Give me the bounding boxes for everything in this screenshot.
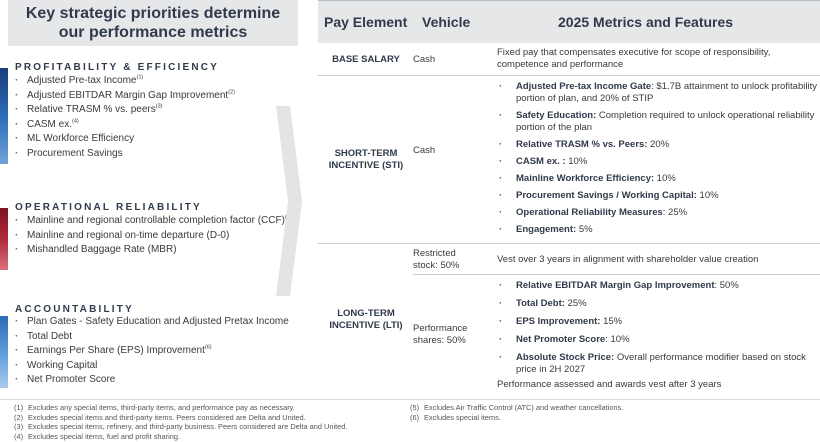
profitability-color-bar: [0, 68, 8, 164]
list-item: · Engagement: 5%: [497, 224, 820, 236]
lti-label: [318, 308, 414, 332]
left-panel-title: Key strategic priorities determine our performance metrics: [8, 0, 298, 46]
lti-metrics-list: [497, 280, 820, 376]
header-pay-element: Pay Element: [324, 14, 408, 30]
list-item: · Relative TRASM % vs. Peers: 20%: [497, 139, 820, 151]
header-vehicle: Vehicle: [422, 14, 471, 30]
accountability-title: ACCOUNTABILITY: [15, 304, 134, 315]
footnotes-right: [410, 403, 623, 422]
list-item: · Relative TRASM % vs. peers$^{(3)}$: [15, 103, 300, 118]
list-item: · Plan Gates - Safety Education and Adjusted Pretax Income: [15, 315, 300, 330]
list-item: · Mainline Workforce Efficiency: 10%: [497, 173, 820, 185]
list-item: · Operational Reliability Measures: 25%: [497, 207, 820, 219]
list-item: · Mainline and regional on-time departure (D-0): [15, 229, 300, 244]
footnote: (5) Excludes Air Traffic Control (ATC) and weather cancellations.: [410, 403, 624, 412]
list-item: · Mishandled Baggage Rate (MBR): [15, 243, 300, 258]
lti-label-line2: INCENTIVE (LTI): [329, 320, 403, 331]
footnote: (6) Excludes special items.: [410, 412, 501, 422]
list-item: · CASM ex.$^{(4)}$: [15, 118, 300, 133]
sti-label: [318, 148, 414, 172]
sti-metrics-list: [497, 81, 820, 236]
list-item: · ML Workforce Efficiency: [15, 132, 300, 147]
list-item: · Earnings Per Share (EPS) Improvement$^{(6)}$: [15, 344, 300, 359]
list-item: · Procurement Savings / Working Capital: 10%: [497, 190, 820, 202]
table-header: [318, 0, 820, 43]
list-item: · EPS Improvement: 15%: [497, 316, 820, 328]
performance-shares-vehicle: Performance shares: 50%: [413, 323, 468, 346]
list-item: · Adjusted EBITDAR Margin Gap Improvement$^{(2)}$: [15, 89, 300, 104]
profitability-title: PROFITABILITY & EFFICIENCY: [15, 62, 220, 73]
list-item: · Absolute Stock Price: Overall performance modifier based on stock price in 2H 2027: [497, 352, 820, 376]
list-item: · Relative EBITDAR Margin Gap Improvement: 50%: [497, 280, 820, 292]
list-item: · Net Promoter Score: 10%: [497, 334, 820, 346]
operational-title: OPERATIONAL RELIABILITY: [15, 202, 202, 213]
footnotes-left: [14, 403, 347, 441]
footnote: (2) Excludes special items and third-party items. Peers considered are Delta and United.: [14, 412, 306, 422]
lti-vesting-note: Performance assessed and awards vest after 3 years: [497, 379, 722, 390]
restricted-stock-description: Vest over 3 years in alignment with shareholder value creation: [497, 254, 759, 265]
list-item: · Adjusted Pre-tax Income Gate: $1.7B attainment to unlock profitability portion of plan, and 20% of STIP: [497, 81, 820, 105]
list-item: · Procurement Savings: [15, 147, 300, 162]
restricted-stock-vehicle: Restricted stock: 50%: [413, 248, 460, 271]
sti-vehicle: Cash: [413, 145, 436, 156]
footnote: (4) Excludes special items, fuel and profit sharing.: [14, 431, 180, 441]
list-item: · Working Capital: [15, 359, 300, 374]
footnote: (1) Excludes any special items, third-party items, and performance pay as necessary.: [14, 403, 295, 412]
list-item: · Mainline and regional controllable completion factor (CCF): [15, 214, 300, 229]
base-salary-vehicle: Cash: [413, 54, 436, 65]
list-item: · Total Debt: [15, 330, 300, 345]
accountability-list: [15, 315, 300, 388]
accountability-color-bar: [0, 316, 8, 388]
footnote-divider: [0, 399, 820, 400]
row-divider: [318, 75, 820, 76]
chevron-right-icon: [272, 106, 302, 296]
footnote: (3) Excludes special items, refinery, and third-party business. Peers considered are Delta and United.: [14, 422, 348, 432]
profitability-list: [15, 74, 300, 162]
operational-list: [15, 214, 300, 258]
operational-color-bar: [0, 208, 8, 270]
row-divider: [413, 274, 820, 275]
list-item: · CASM ex. : 10%: [497, 156, 820, 168]
list-item: · Adjusted Pre-tax Income$^{(1)}$: [15, 74, 300, 89]
base-salary-description: Fixed pay that compensates executive for scope of responsibility, competence and performance: [497, 47, 771, 70]
sti-label-line1: SHORT-TERM: [334, 148, 398, 159]
header-metrics: 2025 Metrics and Features: [558, 14, 734, 30]
row-divider: [318, 243, 820, 244]
base-salary-label: BASE SALARY: [332, 54, 400, 65]
lti-label-line1: LONG-TERM: [337, 308, 395, 319]
sti-label-line2: INCENTIVE (STI): [328, 160, 404, 171]
list-item: · Net Promoter Score: [15, 373, 300, 388]
list-item: · Safety Education: Completion required to unlock operational reliability portion of the plan: [497, 110, 820, 134]
list-item: · Total Debt: 25%: [497, 298, 820, 310]
